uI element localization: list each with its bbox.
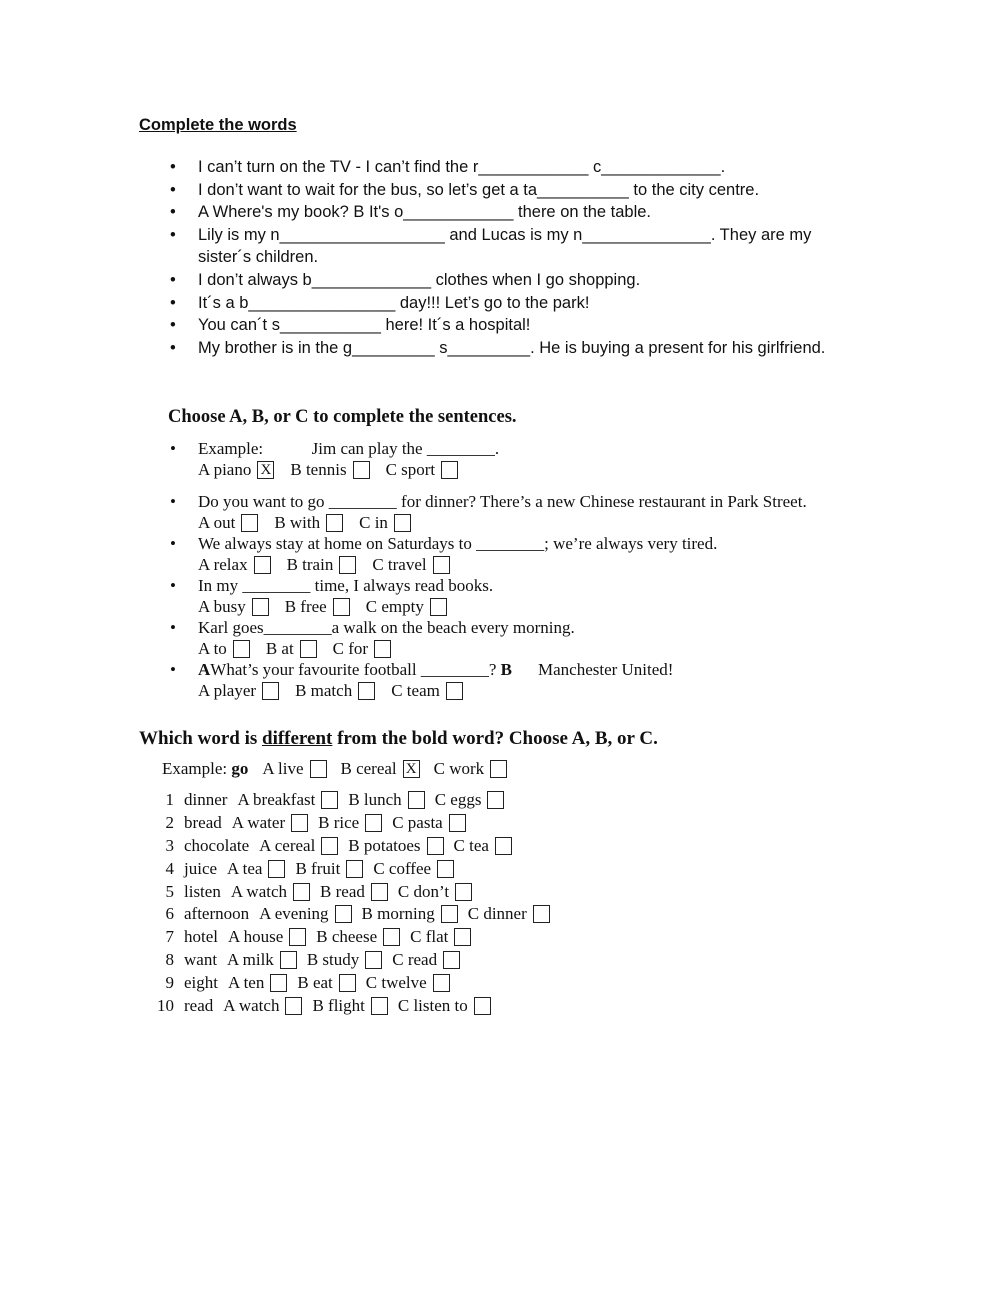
- option-a: [259, 836, 338, 856]
- section3-example: [162, 759, 507, 779]
- option-a: [237, 790, 338, 810]
- bold-word: go: [231, 759, 249, 778]
- option-label: B cheese: [316, 927, 378, 947]
- option-c: [392, 813, 466, 833]
- option-label: B cereal: [340, 759, 397, 778]
- option-label: B lunch: [348, 790, 402, 810]
- speaker-a: A: [198, 660, 211, 679]
- checkbox[interactable]: [268, 860, 285, 878]
- checkbox[interactable]: [353, 461, 370, 479]
- checkbox[interactable]: [441, 461, 458, 479]
- option-a: [223, 996, 302, 1016]
- option-b: [318, 813, 382, 833]
- bold-word: chocolate: [184, 835, 250, 855]
- section3-list: [150, 789, 550, 1017]
- question-text: Do you want to go ________ for dinner? There’s a new Chinese restaurant in Park Street.: [198, 492, 807, 511]
- option-c: [366, 973, 450, 993]
- option-c: [435, 790, 505, 810]
- option-label: B match: [295, 681, 353, 700]
- checkbox[interactable]: [437, 860, 454, 878]
- option-a: [227, 950, 297, 970]
- row-number: 4: [165, 858, 174, 878]
- option-label: A cereal: [259, 835, 316, 855]
- bold-word: read: [184, 995, 214, 1015]
- row-number: 6: [165, 904, 174, 924]
- checkbox[interactable]: [339, 556, 356, 574]
- option-label: A piano: [198, 460, 252, 479]
- list-item: • It´s a b________________ day!!! Let’s go to the park!: [170, 292, 850, 315]
- option-label: B read: [320, 881, 365, 901]
- question-item: [170, 575, 870, 617]
- option-label: C read: [392, 949, 438, 969]
- option-a: [232, 813, 308, 833]
- option-a: [231, 882, 310, 902]
- section3-title: Which word is different from the bold word? Choose A, B, or C.: [139, 728, 658, 749]
- table-row: [150, 949, 550, 972]
- checkbox[interactable]: [321, 837, 338, 855]
- option-label: A busy: [198, 597, 246, 616]
- checkbox[interactable]: X: [257, 461, 274, 479]
- bold-word: bread: [184, 813, 222, 833]
- option-label: B morning: [361, 904, 435, 924]
- example-label: Example:: [162, 759, 228, 778]
- row-number: 2: [165, 813, 174, 833]
- option-label: B potatoes: [348, 835, 421, 855]
- checkbox[interactable]: [291, 814, 308, 832]
- bold-word: eight: [184, 972, 218, 992]
- table-row: [150, 971, 550, 994]
- checkbox[interactable]: [241, 514, 258, 532]
- section2-title: Choose A, B, or C to complete the sentences.: [168, 407, 517, 427]
- checkbox[interactable]: [490, 760, 507, 778]
- bold-word: listen: [184, 881, 221, 901]
- checkbox[interactable]: [262, 682, 279, 700]
- section1-list: [170, 156, 850, 359]
- speaker-b: B: [500, 660, 512, 679]
- option-label: B fruit: [295, 858, 341, 878]
- option-label: A watch: [223, 995, 280, 1015]
- checkbox[interactable]: [495, 837, 512, 855]
- bold-word: hotel: [184, 927, 218, 947]
- option-c: [392, 950, 460, 970]
- option-label: A player: [198, 681, 257, 700]
- option-c: [410, 927, 471, 947]
- checkbox[interactable]: [430, 598, 447, 616]
- option-label: C coffee: [373, 858, 432, 878]
- bold-word: juice: [184, 858, 218, 878]
- checkbox[interactable]: X: [403, 760, 420, 778]
- example-label: Example:: [198, 439, 264, 458]
- option-label: C dinner: [467, 904, 527, 924]
- example-option-a: [198, 459, 274, 480]
- checkbox[interactable]: [252, 598, 269, 616]
- checkbox[interactable]: [383, 928, 400, 946]
- list-item: • My brother is in the g_________ s_________. He is buying a present for his girlfriend.: [170, 337, 850, 360]
- option-b: [307, 950, 382, 970]
- checkbox[interactable]: [487, 791, 504, 809]
- checkbox[interactable]: [433, 974, 450, 992]
- option-b: [295, 859, 363, 879]
- checkbox[interactable]: [289, 928, 306, 946]
- option-label: B at: [265, 639, 294, 658]
- checkbox[interactable]: [371, 997, 388, 1015]
- checkbox[interactable]: [455, 883, 472, 901]
- checkbox[interactable]: [293, 883, 310, 901]
- checkbox[interactable]: [326, 514, 343, 532]
- table-row: [150, 857, 550, 880]
- option-b: [320, 882, 388, 902]
- checkbox[interactable]: [441, 905, 458, 923]
- option-label: A to: [198, 639, 227, 658]
- option-label: C tea: [453, 835, 489, 855]
- section2-list: [170, 438, 870, 701]
- checkbox[interactable]: [321, 791, 338, 809]
- list-item: • I can’t turn on the TV - I can’t find the r____________ c_____________.: [170, 156, 850, 179]
- option-c: [373, 859, 454, 879]
- table-row: [150, 926, 550, 949]
- checkbox[interactable]: [474, 997, 491, 1015]
- option-label: A evening: [259, 904, 329, 924]
- row-number: 3: [165, 835, 174, 855]
- option-label: A out: [198, 513, 236, 532]
- answer-text: Manchester United!: [537, 660, 674, 679]
- table-row: [150, 835, 550, 858]
- option-label: C sport: [385, 460, 436, 479]
- checkbox[interactable]: [374, 640, 391, 658]
- row-number: 7: [165, 927, 174, 947]
- checkbox[interactable]: [358, 682, 375, 700]
- checkbox[interactable]: [300, 640, 317, 658]
- list-item: • Lily is my n__________________ and Lucas is my n______________. They are my sister´s children.: [170, 224, 850, 269]
- option-b: [348, 836, 443, 856]
- question-text: In my ________ time, I always read books.: [198, 576, 494, 595]
- option-b: [316, 927, 400, 947]
- option-label: A water: [231, 813, 286, 833]
- checkbox[interactable]: [394, 514, 411, 532]
- option-label: B flight: [312, 995, 365, 1015]
- row-number: 1: [165, 790, 174, 810]
- checkbox[interactable]: [443, 951, 460, 969]
- option-a: [228, 973, 287, 993]
- option-b: [312, 996, 387, 1016]
- example-option-c: [386, 459, 459, 480]
- option-label: A live: [262, 759, 304, 778]
- example-option-b: [290, 459, 369, 480]
- option-b: [297, 973, 355, 993]
- example-item: [170, 438, 870, 480]
- checkbox[interactable]: [233, 640, 250, 658]
- option-label: B train: [286, 555, 334, 574]
- checkbox[interactable]: [365, 951, 382, 969]
- checkbox[interactable]: [365, 814, 382, 832]
- question-text: We always stay at home on Saturdays to ________; we’re always very tired.: [198, 534, 718, 553]
- list-item: • I don’t always b_____________ clothes when I go shopping.: [170, 269, 850, 292]
- checkbox[interactable]: [335, 905, 352, 923]
- bold-word: afternoon: [184, 904, 250, 924]
- question-item: [170, 617, 870, 659]
- option-label: B rice: [318, 813, 360, 833]
- option-label: C pasta: [392, 813, 443, 833]
- checkbox[interactable]: [270, 974, 287, 992]
- table-row: [150, 812, 550, 835]
- question-item: [170, 491, 870, 533]
- option-label: A watch: [230, 881, 288, 901]
- option-b: [362, 904, 458, 924]
- option-label: C don’t: [397, 881, 450, 901]
- list-item: • I don’t want to wait for the bus, so let’s get a ta__________ to the city centre.: [170, 179, 850, 202]
- checkbox[interactable]: [346, 860, 363, 878]
- list-item: • A Where's my book? B It's o____________ there on the table.: [170, 201, 850, 224]
- checkbox[interactable]: [454, 928, 471, 946]
- checkbox[interactable]: [310, 760, 327, 778]
- option-a: [259, 904, 351, 924]
- option-label: B tennis: [290, 460, 347, 479]
- row-number: 8: [165, 949, 174, 969]
- option-label: C empty: [365, 597, 424, 616]
- option-label: A relax: [198, 555, 248, 574]
- option-label: A tea: [227, 858, 263, 878]
- option-c: [454, 836, 512, 856]
- question-text: What’s your favourite football ________?: [210, 660, 501, 679]
- checkbox[interactable]: [280, 951, 297, 969]
- row-number: 5: [165, 881, 174, 901]
- option-label: C flat: [410, 927, 449, 947]
- option-label: C team: [391, 681, 440, 700]
- option-label: A house: [228, 927, 284, 947]
- table-row: [150, 880, 550, 903]
- option-label: B eat: [297, 972, 333, 992]
- option-label: C for: [332, 639, 369, 658]
- option-label: C work: [433, 759, 485, 778]
- checkbox[interactable]: [449, 814, 466, 832]
- option-a: [227, 859, 285, 879]
- table-row: [150, 903, 550, 926]
- bold-word: dinner: [184, 790, 228, 810]
- question-item: [170, 659, 870, 701]
- option-b: [348, 790, 424, 810]
- checkbox[interactable]: [285, 997, 302, 1015]
- option-label: C twelve: [365, 972, 427, 992]
- section1-title: Complete the words: [139, 116, 297, 134]
- question-item: [170, 533, 870, 575]
- checkbox[interactable]: [371, 883, 388, 901]
- checkbox[interactable]: [339, 974, 356, 992]
- option-label: C travel: [372, 555, 427, 574]
- option-c: [398, 996, 491, 1016]
- option-label: C in: [359, 513, 388, 532]
- list-item: • You can´t s___________ here! It´s a hospital!: [170, 314, 850, 337]
- bold-word: want: [184, 949, 218, 969]
- checkbox[interactable]: [254, 556, 271, 574]
- option-label: B with: [274, 513, 321, 532]
- example-text: Jim can play the ________.: [311, 439, 500, 458]
- question-text: Karl goes________a walk on the beach every morning.: [198, 618, 575, 637]
- option-c: [468, 904, 550, 924]
- row-number: 10: [157, 995, 174, 1015]
- option-label: B study: [306, 949, 360, 969]
- checkbox[interactable]: [433, 556, 450, 574]
- checkbox[interactable]: [408, 791, 425, 809]
- table-row: [150, 994, 550, 1017]
- option-label: B free: [284, 597, 327, 616]
- option-label: A milk: [227, 949, 274, 969]
- checkbox[interactable]: [333, 598, 350, 616]
- checkbox[interactable]: [446, 682, 463, 700]
- option-a: [228, 927, 306, 947]
- option-label: A ten: [228, 972, 265, 992]
- checkbox[interactable]: [427, 837, 444, 855]
- option-c: [398, 882, 472, 902]
- option-label: A breakfast: [237, 790, 316, 810]
- row-number: 9: [165, 972, 174, 992]
- option-label: C eggs: [434, 790, 482, 810]
- option-label: C listen to: [397, 995, 468, 1015]
- checkbox[interactable]: [533, 905, 550, 923]
- table-row: [150, 789, 550, 812]
